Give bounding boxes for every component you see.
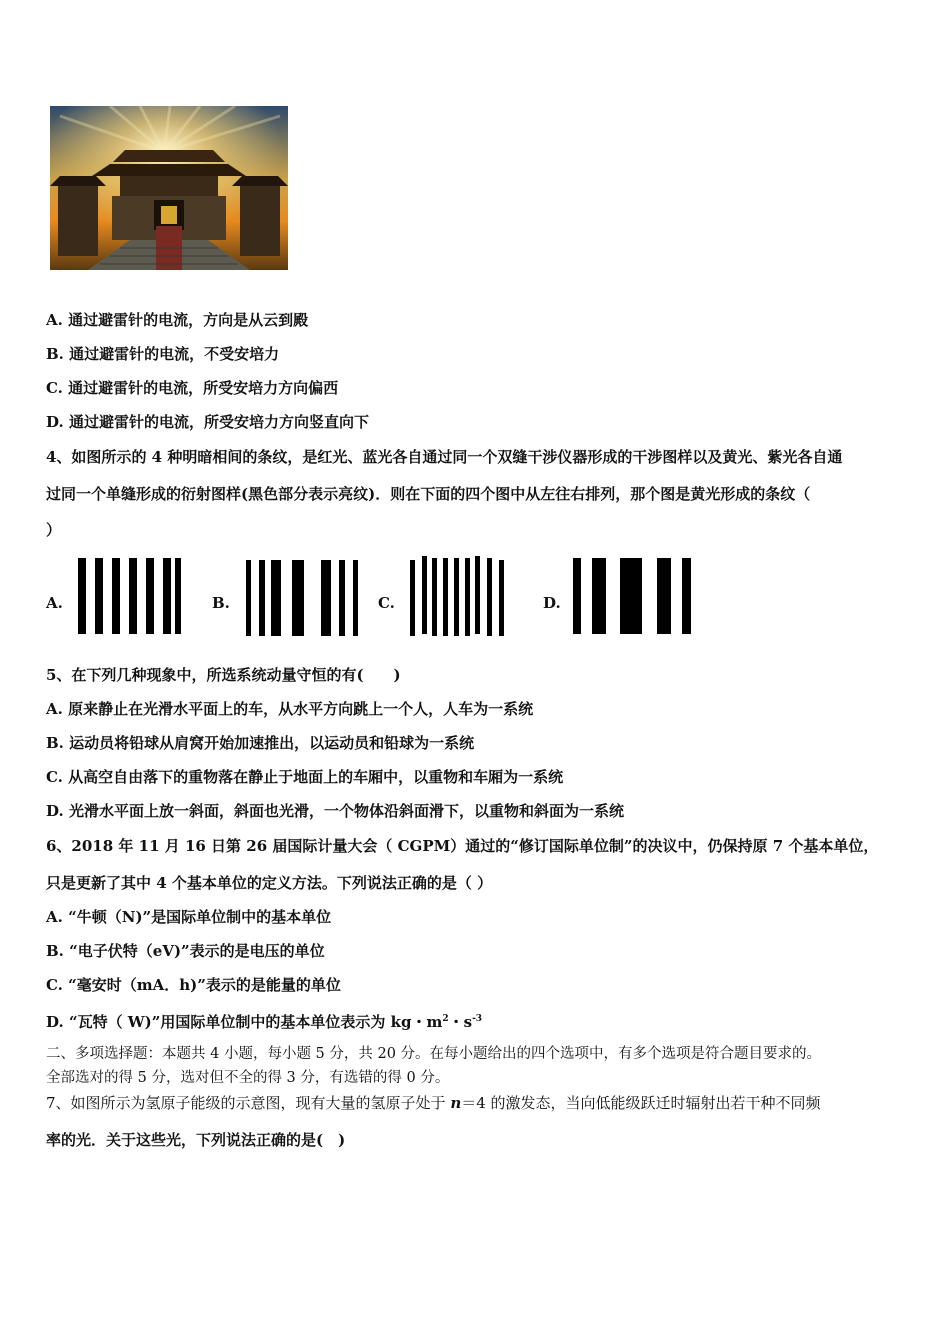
q5-option-c: C. 从高空自由落下的重物落在静止于地面上的车厢中，以重物和车厢为一系统 (46, 768, 564, 786)
q3-option-c: C. 通过避雷针的电流，所受安培力方向偏西 (46, 379, 339, 397)
section2-instructions-line2: 全部选对的得 5 分，选对但不全的得 3 分，有选错的得 0 分。 (46, 1070, 450, 1086)
q5-option-a: A. 原来静止在光滑水平面上的车，从水平方向跳上一个人，人车为一系统 (46, 700, 534, 718)
q4-option-b-label: B. (212, 594, 230, 612)
q3-option-a: A. 通过避雷针的电流，方向是从云到殿 (46, 311, 309, 329)
fringe-pattern-d (572, 556, 694, 638)
q6-option-b: B. “电子伏特（eV)”表示的是电压的单位 (46, 942, 325, 960)
q4-stem-line3: ） (46, 521, 62, 539)
q4-option-c-label: C. (378, 594, 395, 612)
q6-option-d: D. “瓦特（ W)”用国际单位制中的基本单位表示为 kg・$m^2$・$s^{-3}$ (46, 1013, 483, 1031)
q3-option-d: D. 通过避雷针的电流，所受安培力方向竖直向下 (46, 413, 369, 431)
q7-stem-line2: 率的光．关于这些光，下列说法正确的是( ) (46, 1131, 346, 1149)
q6-stem-line1: 6、2018 年 11 月 16 日第 26 届国际计量大会（ CGPM）通过的“修订国际单位制”的决议中，仍保持原 7 个基本单位， (46, 837, 879, 855)
fringe-pattern-b (244, 556, 360, 638)
q7-stem-line1: 7、如图所示为氢原子能级的示意图，现有大量的氢原子处于 n＝4 的激发态，当向低能级跃迁时辐射出若干种不同频 (46, 1094, 821, 1112)
q5-stem: 5、在下列几种现象中，所选系统动量守恒的有( ) (46, 666, 401, 684)
palace-photo (50, 106, 288, 270)
q5-option-d: D. 光滑水平面上放一斜面，斜面也光滑，一个物体沿斜面滑下，以重物和斜面为一系统 (46, 802, 624, 820)
section2-instructions-line1: 二、多项选择题：本题共 4 小题，每小题 5 分，共 20 分。在每小题给出的四个选项中，有多个选项是符合题目要求的。 (46, 1046, 822, 1062)
q4-option-a-label: A. (46, 594, 63, 612)
q6-option-c: C. “毫安时（mA．h)”表示的是能量的单位 (46, 976, 341, 994)
q4-stem-line1: 4、如图所示的 4 种明暗相间的条纹，是红光、蓝光各自通过同一个双缝干涉仪器形成的干涉图样以及黄光、紫光各自通 (46, 448, 843, 466)
q6-option-a: A. “牛顿（N)”是国际单位制中的基本单位 (46, 908, 332, 926)
fringe-pattern-c (409, 556, 509, 638)
q5-option-b: B. 运动员将铅球从肩窝开始加速推出，以运动员和铅球为一系统 (46, 734, 475, 752)
fringe-pattern-a (78, 556, 184, 636)
q4-option-d-label: D. (543, 594, 561, 612)
q3-option-b: B. 通过避雷针的电流，不受安培力 (46, 345, 280, 363)
q6-stem-line2: 只是更新了其中 4 个基本单位的定义方法。下列说法正确的是（ ） (46, 874, 493, 892)
q4-stem-line2: 过同一个单缝形成的衍射图样(黑色部分表示亮纹)．则在下面的四个图中从左往右排列，那个图是黄光形成的条纹（ (46, 485, 811, 503)
